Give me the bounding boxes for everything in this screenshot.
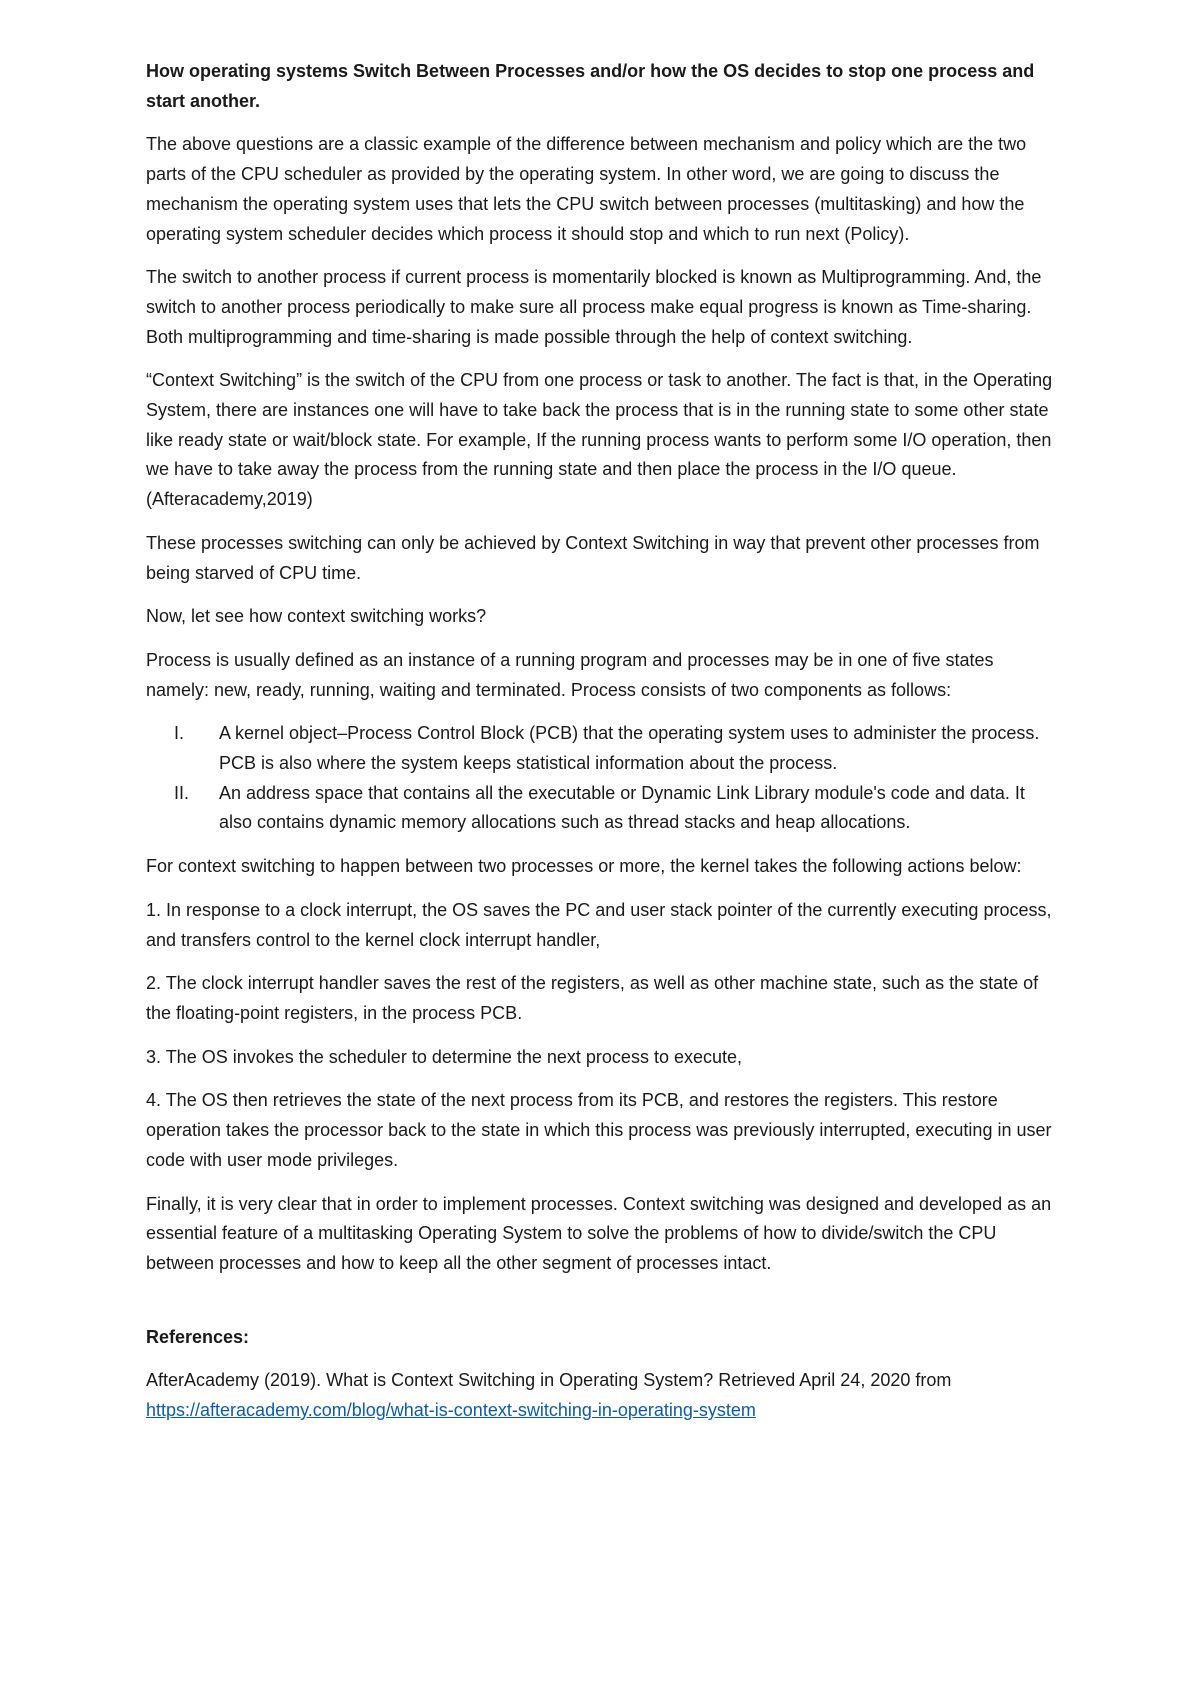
- paragraph-multiprogramming: The switch to another process if current process is momentarily blocked is known as Multiprogramming. And, the switch to another process periodically to make sure all process make equal progress is known as Time-sharing. Both multiprogramming and time-sharing is made possible through the help of context switching.: [146, 267, 1042, 347]
- list-item: [146, 719, 1055, 778]
- reference-text: AfterAcademy (2019). What is Context Switching in Operating System? Retrieved April 24, 2020 from: [146, 1370, 952, 1391]
- paragraph-process-definition: Process is usually defined as an instance of a running program and processes may be in one of five states namely: new, ready, running, waiting and terminated. Process consists of two components as follows:: [146, 649, 994, 700]
- list-item-text: An address space that contains all the executable or Dynamic Link Library module's code and data. It also contains dynamic memory allocations such as thread stacks and heap allocations.: [219, 782, 1025, 833]
- reference-link[interactable]: https://afteracademy.com/blog/what-is-context-switching-in-operating-system: [146, 1400, 756, 1421]
- step-1: 1. In response to a clock interrupt, the OS saves the PC and user stack pointer of the currently executing process, and transfers control to the kernel clock interrupt handler,: [146, 899, 1052, 950]
- list-item: [146, 779, 1055, 838]
- process-components-list: [146, 719, 1055, 838]
- reference-entry: [146, 1366, 1055, 1425]
- document-title: How operating systems Switch Between Processes and/or how the OS decides to stop one process and start another.: [146, 61, 1035, 111]
- step-3: 3. The OS invokes the scheduler to determine the next process to execute,: [146, 1046, 743, 1067]
- list-item-number: I.: [174, 723, 185, 744]
- list-item-text: A kernel object–Process Control Block (PCB) that the operating system uses to administer the process. PCB is also where the system keeps statistical information about the process.: [219, 723, 1040, 774]
- references-heading: References:: [146, 1326, 250, 1347]
- paragraph-conclusion: Finally, it is very clear that in order to implement processes. Context switching was designed and developed as an essential feature of a multitasking Operating System to solve the problems of how to divide/switch the CPU between processes and how to keep all the other segment of processes intact.: [146, 1193, 1052, 1273]
- paragraph-starvation: These processes switching can only be achieved by Context Switching in way that prevent other processes from being starved of CPU time.: [146, 532, 1040, 583]
- paragraph-mechanism-policy: The above questions are a classic example of the difference between mechanism and policy which are the two parts of the CPU scheduler as provided by the operating system. In other word, we are going to discuss the mechanism the operating system uses that lets the CPU switch between processes (multitasking) and how the operating system scheduler decides which process it should stop and which to run next (Policy).: [146, 134, 1027, 244]
- paragraph-kernel-actions-intro: For context switching to happen between two processes or more, the kernel takes the following actions below:: [146, 856, 1022, 877]
- list-item-number: II.: [174, 782, 190, 803]
- paragraph-context-switching-definition: “Context Switching” is the switch of the CPU from one process or task to another. The fact is that, in the Operating System, there are instances one will have to take back the process that is in the running state to some other state like ready state or wait/block state. For example, If the running process wants to perform some I/O operation, then we have to take away the process from the running state and then place the process in the I/O queue. (Afteracademy,2019): [146, 370, 1053, 510]
- paragraph-how-it-works: Now, let see how context switching works?: [146, 606, 487, 627]
- step-2: 2. The clock interrupt handler saves the rest of the registers, as well as other machine state, such as the state of the floating-point registers, in the process PCB.: [146, 973, 1039, 1023]
- step-4: 4. The OS then retrieves the state of the next process from its PCB, and restores the registers. This restore operation takes the processor back to the state in which this process was previously interrupted, executing in user code with user mode privileges.: [146, 1090, 1052, 1170]
